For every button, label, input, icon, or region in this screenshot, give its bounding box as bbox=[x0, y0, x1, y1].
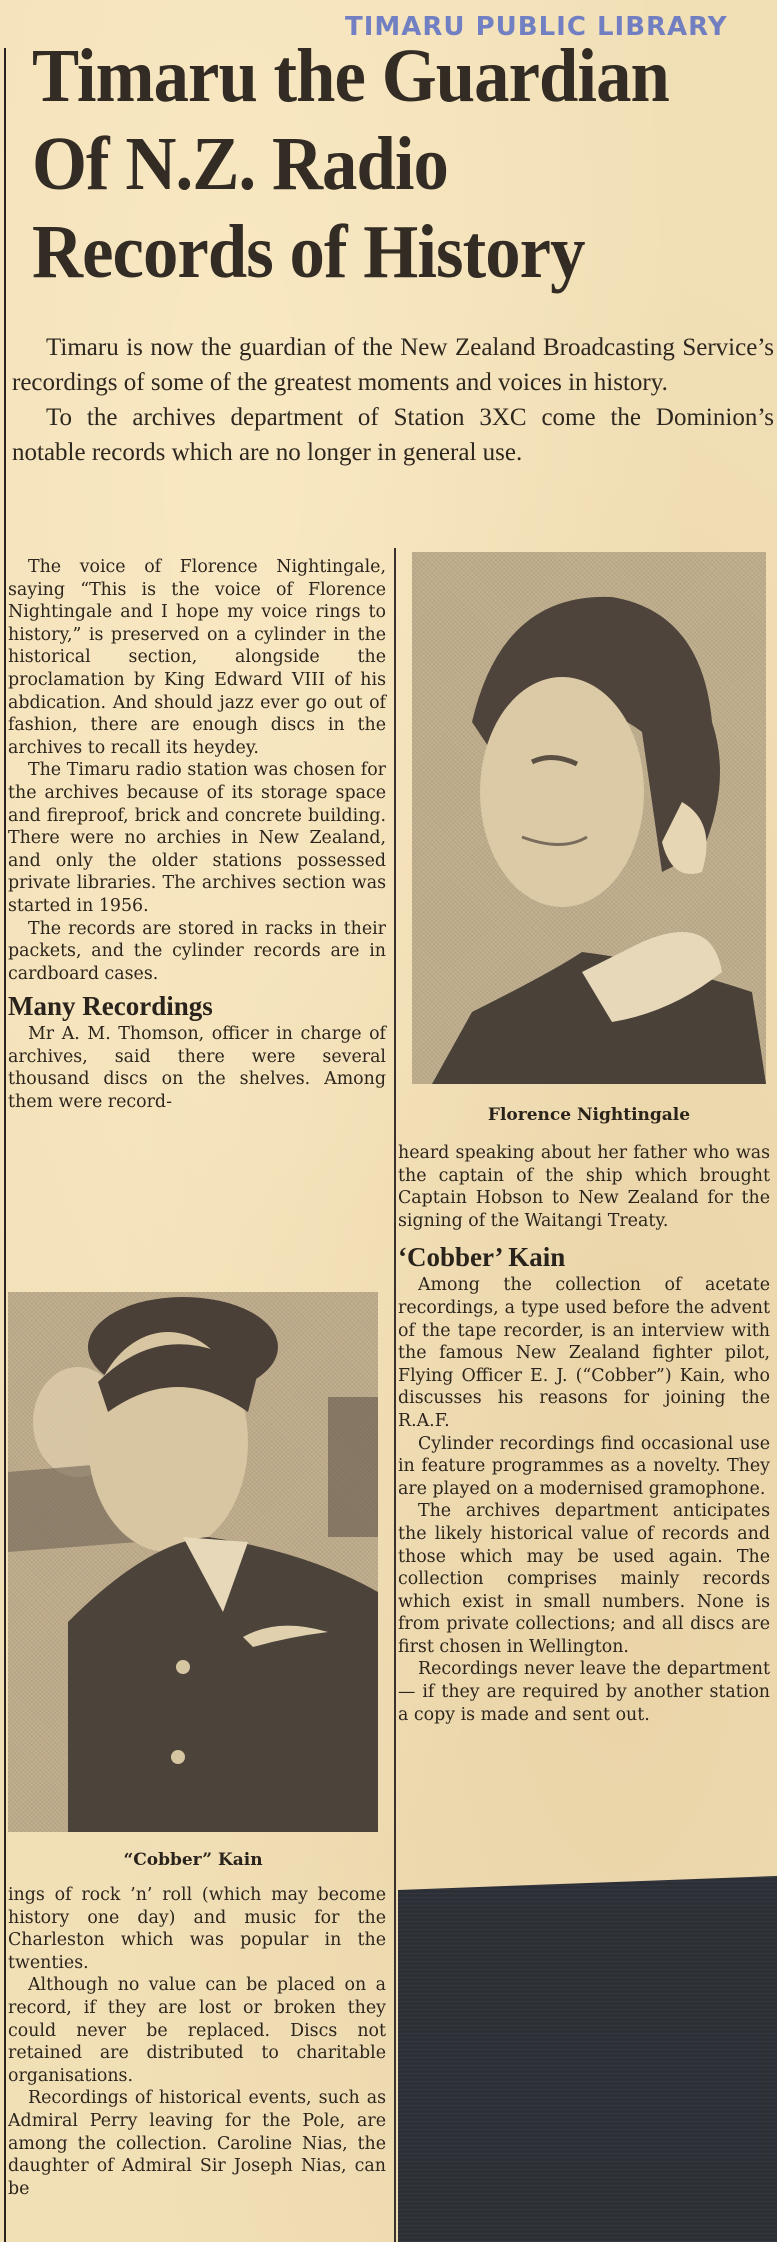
body-paragraph: Although no value can be placed on a record, if they are lost or broken they could never be replaced. Discs not retained are distributed to charitable organisations. bbox=[8, 1975, 386, 2086]
column-divider bbox=[394, 548, 396, 2242]
body-paragraph: Among the collection of acetate recordings, a type used before the advent of the tape recorder, is an interview with the famous New Zealand fighter pilot, Flying Officer E. J. (“Cobber”) Kain, who discusses his reasons for joining the R.A.F. bbox=[398, 1275, 770, 1431]
subhead-cobber-kain: ‘Cobber’ Kain bbox=[398, 1242, 566, 1273]
intro-paragraph-2: To the archives department of Station 3XC come the Dominion’s notable records which are no longer in general use. bbox=[12, 404, 774, 466]
headline-line-1: Timaru the Guardian bbox=[32, 34, 669, 118]
body-paragraph: The records are stored in racks in their packets, and the cylinder records are in cardboard cases. bbox=[8, 918, 386, 984]
portrait-woman-icon bbox=[412, 552, 766, 1084]
body-paragraph: ings of rock ’n’ roll (which may become history one day) and music for the Charleston which was popular in the twenties. bbox=[8, 1885, 386, 1973]
caption-cobber-kain: “Cobber” Kain bbox=[123, 1850, 263, 1870]
library-stamp: TIMARU PUBLIC LIBRARY bbox=[345, 12, 728, 42]
portrait-man-uniform-icon bbox=[8, 1292, 378, 1832]
subhead-many-recordings: Many Recordings bbox=[8, 991, 213, 1022]
body-paragraph: The archives department anticipates the likely historical value of records and those which may be used again. The collection comprises mainly records which exist in small numbers. None is from private collections; and all discs are first chosen in Wellington. bbox=[398, 1501, 770, 1657]
left-column-rule bbox=[4, 48, 6, 2242]
body-paragraph: Recordings never leave the department — if they are required by another station a copy is made and sent out. bbox=[398, 1659, 770, 1725]
body-paragraph: Recordings of historical events, such as Admiral Perry leaving for the Pole, are among the collection. Caroline Nias, the daughter of Admiral Sir Joseph Nias, can be bbox=[8, 2088, 386, 2199]
cobber-kain-photo bbox=[8, 1292, 378, 1832]
right-column bbox=[398, 1142, 770, 1726]
body-paragraph: Cylinder recordings find occasional use in feature programmes as a novelty. They are played on a modernised gramophone. bbox=[398, 1433, 770, 1499]
caption-florence-nightingale: Florence Nightingale bbox=[487, 1105, 691, 1125]
body-paragraph: Mr A. M. Thomson, officer in charge of archives, said there were several thousand discs on the shelves. Among them were record- bbox=[8, 1024, 386, 1113]
intro-paragraphs bbox=[12, 330, 774, 470]
body-paragraph: heard speaking about her father who was the captain of the ship which brought Captain Hobson to New Zealand for the signing of the Waitangi Treaty. bbox=[398, 1143, 770, 1231]
headline bbox=[32, 32, 720, 296]
florence-nightingale-photo bbox=[412, 552, 766, 1084]
left-column-top bbox=[8, 556, 386, 1114]
body-paragraph: The voice of Florence Nightingale, saying “This is the voice of Florence Nightingale and I hope my voice rings to history,” is preserved on a cylinder in the historical section, alongside the proclamation by King Edward VIII of his abdication. And should jazz ever go out of fashion, there are enough discs in the archives to recall its heydey. bbox=[8, 557, 386, 758]
intro-paragraph-1: Timaru is now the guardian of the New Zealand Broadcasting Service’s recordings of some of the greatest moments and voices in history. bbox=[12, 334, 774, 396]
headline-line-2: Of N.Z. Radio bbox=[32, 122, 448, 206]
headline-line-3: Records of History bbox=[32, 210, 585, 294]
body-paragraph: The Timaru radio station was chosen for the archives because of its storage space and fireproof, brick and concrete building. There were no archies in New Zealand, and only the older stations possessed private libraries. The archives section was started in 1956. bbox=[8, 760, 386, 916]
dark-backing-board bbox=[398, 1876, 777, 2242]
left-column-bottom bbox=[8, 1884, 386, 2200]
